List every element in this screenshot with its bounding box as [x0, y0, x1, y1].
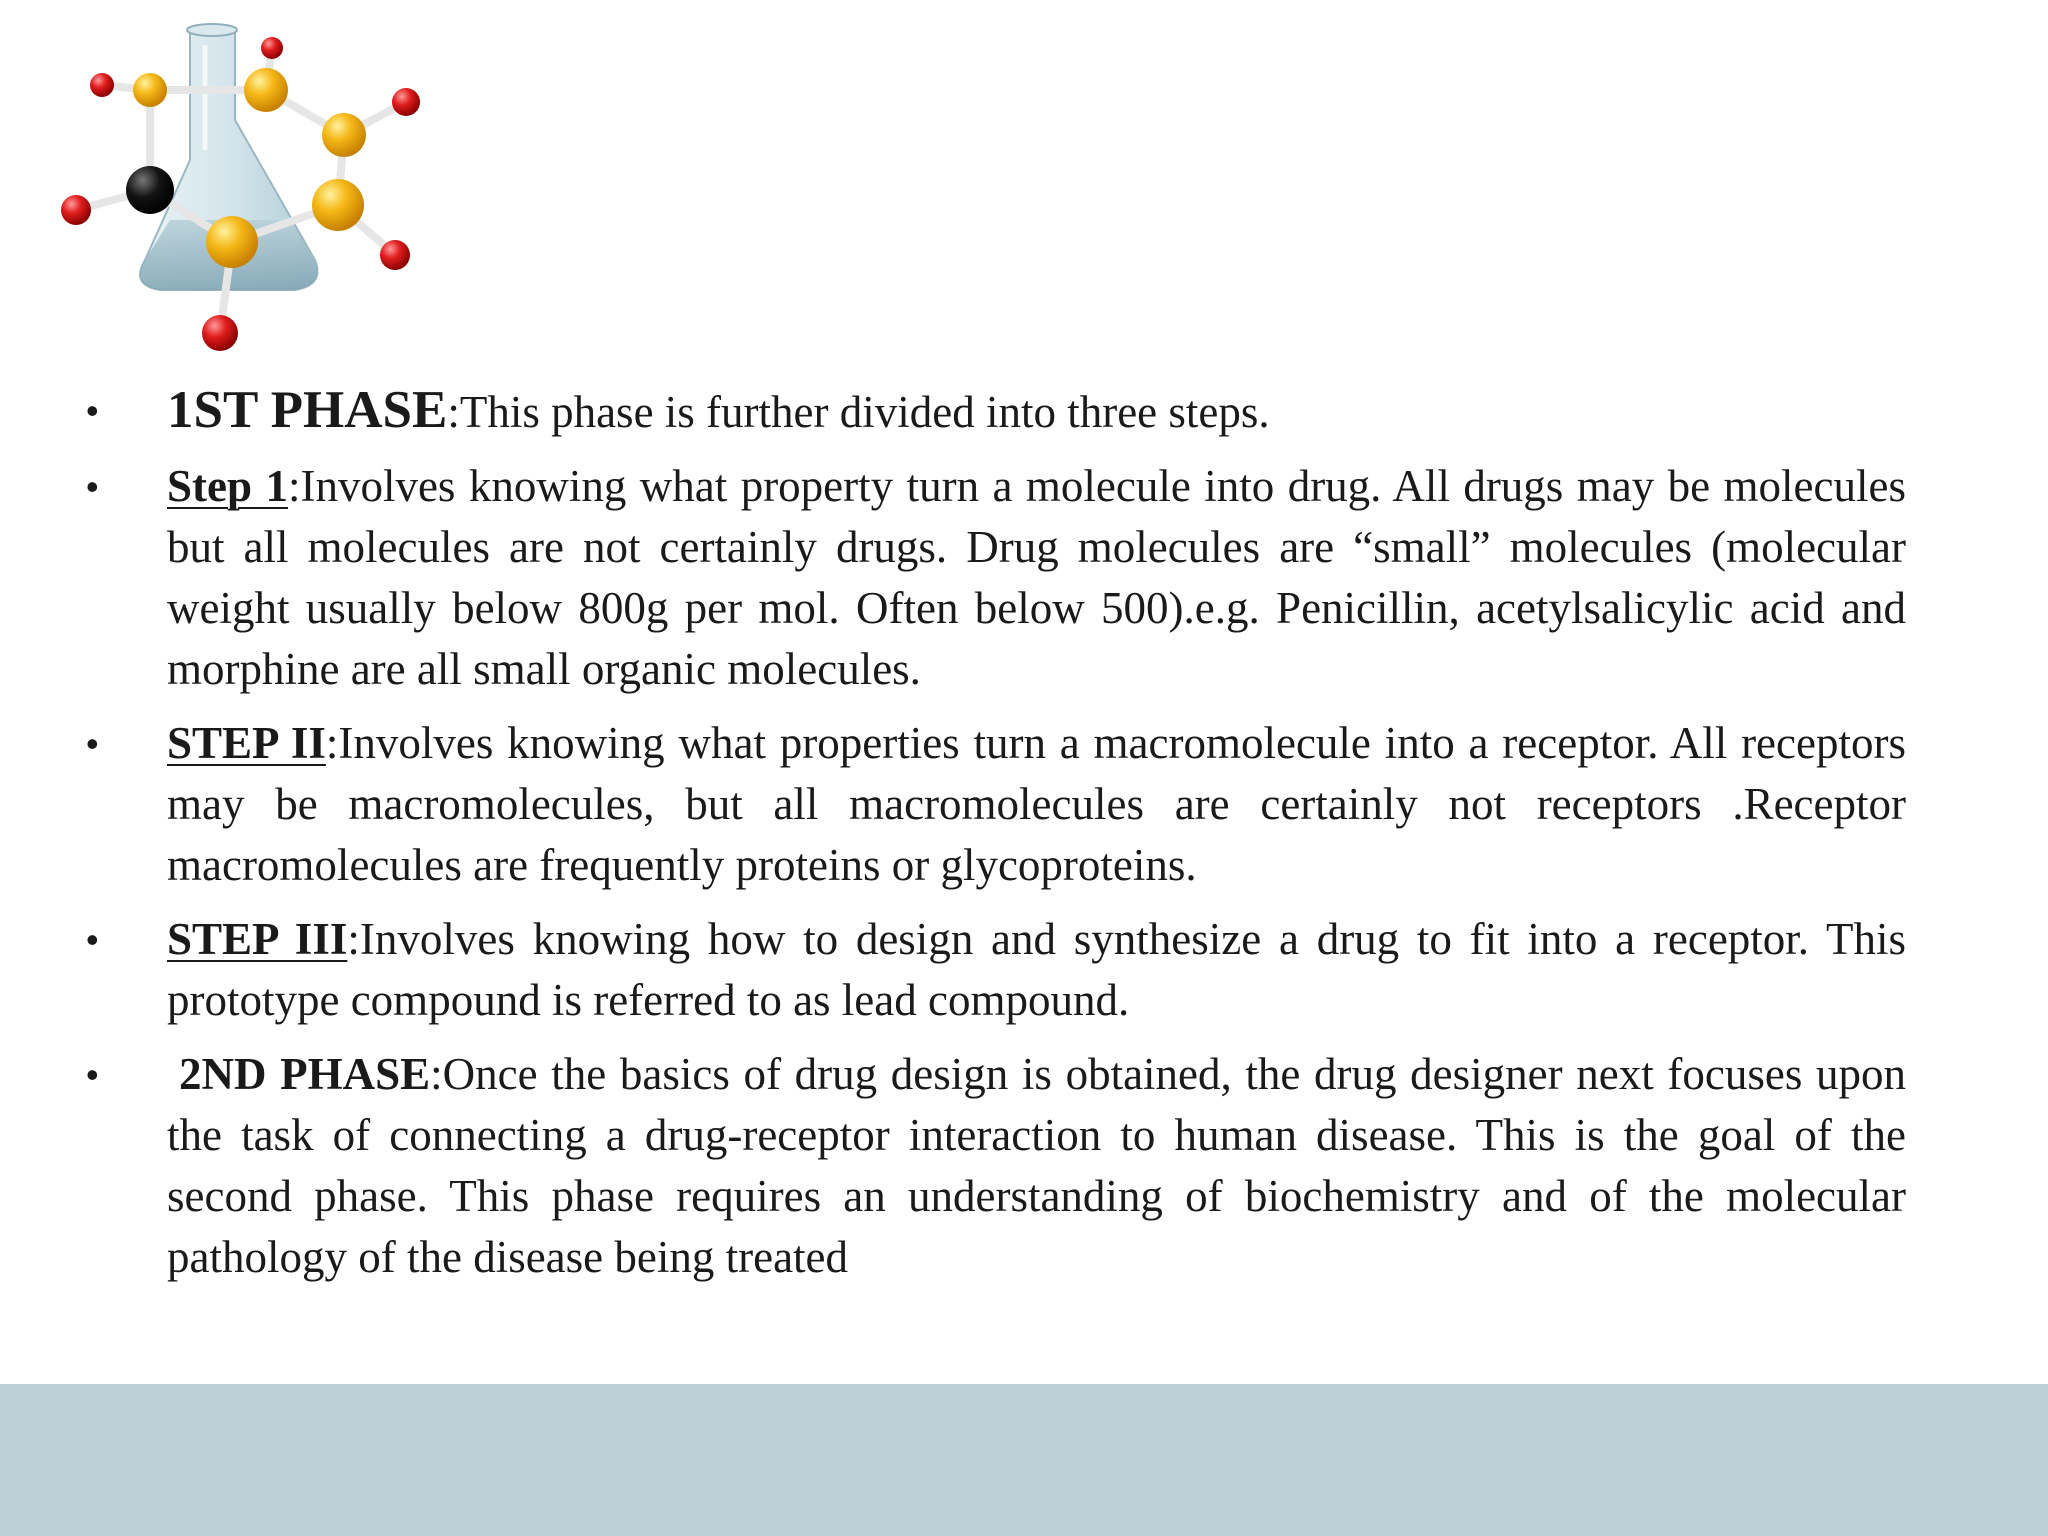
bullet-phase-1: [80, 380, 1906, 443]
bullet-dot: •: [86, 466, 99, 507]
bullet-dot: •: [86, 1054, 99, 1095]
step-3-text: :Involves knowing how to design and synthesize a drug to fit into a receptor. This prototype compound is referred to as lead compound.: [167, 914, 1906, 1025]
step-1-text: :Involves knowing what property turn a molecule into drug. All drugs may be molecules but all molecules are not certainly drugs. Drug molecules are “small” molecules (molecular weight usually below 800g per mol. Often below 500).e.g. Penicillin, acetylsalicylic acid and morphine are all small organic molecules.: [167, 461, 1906, 694]
step-2-text: :Involves knowing what properties turn a macromolecule into a receptor. All receptors may be macromolecules, but all macromolecules are certainly not receptors .Receptor macromolecules are frequently proteins or glycoproteins.: [167, 718, 1906, 890]
phase-1-title: 1ST PHASE: [167, 381, 448, 439]
step-1-title: Step 1: [167, 461, 288, 511]
bullet-list: [80, 380, 1906, 1301]
bullet-phase-2: [80, 1044, 1906, 1288]
molecule-flask-icon: [40, 10, 460, 370]
bullet-dot: •: [86, 919, 99, 960]
phase-1-text: :This phase is further divided into three steps.: [447, 387, 1270, 437]
bullet-step-1: [80, 456, 1906, 700]
bullet-step-3: [80, 909, 1906, 1031]
step-3-title: STEP III: [167, 914, 348, 964]
phase-2-text: :Once the basics of drug design is obtained, the drug designer next focuses upon the task of connecting a drug-receptor interaction to human disease. This is the goal of the second phase. This phase requires an understanding of biochemistry and of the molecular pathology of the disease being treated: [167, 1049, 1906, 1282]
bullet-dot: •: [86, 723, 99, 764]
step-2-title: STEP II: [167, 718, 326, 768]
footer-band: [0, 1384, 2048, 1536]
bullet-dot: •: [86, 390, 99, 431]
phase-2-title: 2ND PHASE: [179, 1049, 431, 1099]
bullet-step-2: [80, 713, 1906, 896]
